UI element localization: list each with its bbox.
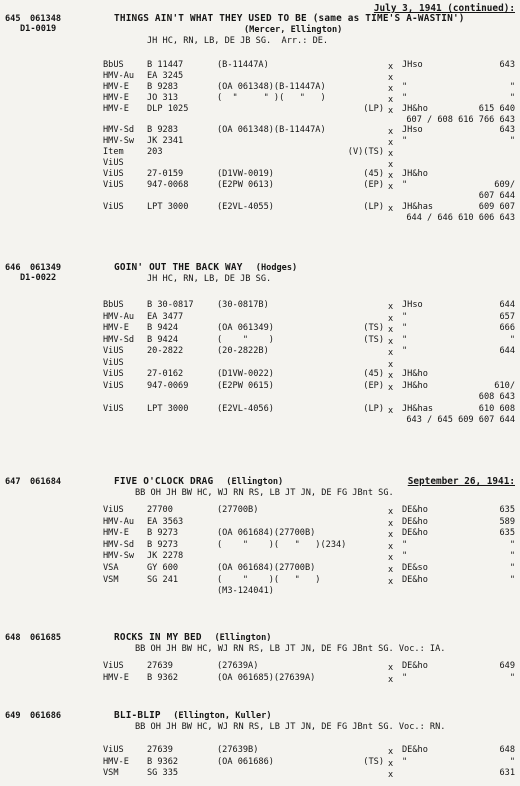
catalogue-number: LPT 3000 bbox=[147, 201, 189, 212]
catalogue-number: 947-0069 bbox=[147, 380, 189, 391]
catalogue-number: JO 313 bbox=[147, 92, 179, 103]
issue-mark: x bbox=[388, 747, 394, 757]
catalogue-number: 947-0068 bbox=[147, 179, 189, 190]
alt-matrix: (OA 061348)(B-11447A) bbox=[217, 81, 326, 92]
issue-label: HMV-E bbox=[103, 103, 129, 114]
issue-mark: x bbox=[388, 83, 394, 94]
matrix-number: 061348 bbox=[30, 14, 62, 24]
coupling-refs: 643 / 645 609 607 644 bbox=[406, 415, 515, 425]
catalogue-number: LPT 3000 bbox=[147, 403, 189, 414]
source-code: " bbox=[402, 311, 408, 322]
issue-mark: x bbox=[388, 302, 394, 312]
session-number: 645 bbox=[5, 14, 21, 24]
issue-label: VSA bbox=[103, 563, 119, 573]
issue-mark: x bbox=[388, 336, 394, 347]
personnel-line: JH HC, RN, LB, DE JB SG. Arr.: DE. bbox=[147, 36, 329, 46]
issue-label: ViUS bbox=[103, 403, 124, 414]
issue-mark: x bbox=[388, 105, 394, 116]
issue-label: HMV-E bbox=[103, 323, 129, 333]
issue-mark: x bbox=[388, 371, 394, 381]
issue-mark: x bbox=[388, 565, 394, 575]
source-code: JHso bbox=[402, 300, 423, 310]
issue-mark: x bbox=[388, 758, 394, 769]
format-tag: (LP) bbox=[363, 403, 384, 414]
issue-label: ViUS bbox=[103, 201, 124, 212]
format-tag: (TS) bbox=[363, 334, 384, 345]
alt-matrix: (E2PW 0613) bbox=[217, 179, 274, 190]
issue-label: ViUS bbox=[103, 745, 124, 755]
coupling-refs: 666 bbox=[499, 323, 515, 333]
catalogue-number: B 30-0817 bbox=[147, 300, 194, 310]
issue-label: VSM bbox=[103, 768, 119, 778]
issue-label: Item bbox=[103, 147, 124, 158]
composer-credit: (Hodges) bbox=[255, 263, 298, 273]
issue-label: BbUS bbox=[103, 300, 124, 310]
issue-mark: x bbox=[388, 94, 394, 105]
composer-credit: (Ellington) bbox=[226, 477, 284, 487]
source-code: " bbox=[402, 551, 408, 562]
personnel-line: JH HC, RN, LB, DE JB SG. bbox=[147, 274, 272, 284]
source-code: " bbox=[402, 334, 408, 345]
coupling-refs: " bbox=[509, 92, 515, 103]
catalogue-number: 203 bbox=[147, 147, 163, 158]
source-code: JH&ho bbox=[402, 380, 428, 391]
coupling-refs: 635 bbox=[499, 528, 515, 539]
format-tag: (TS) bbox=[363, 323, 384, 333]
alt-matrix: (20-2822B) bbox=[217, 346, 269, 356]
issue-label: VSM bbox=[103, 574, 119, 585]
alt-matrix: (D1VW-0019) bbox=[217, 169, 274, 179]
alt-matrix: (OA 061684)(27700B) bbox=[217, 528, 316, 539]
personnel-line: BB OH JH BW HC, WJ RN RS, LB JT JN, DE FG JBnt SG. Voc.: RN. bbox=[135, 722, 446, 732]
source-code: DE&ho bbox=[402, 745, 428, 755]
alt-matrix: ( " )( " )(234) bbox=[217, 539, 347, 550]
source-code: " bbox=[402, 672, 408, 683]
source-code: " bbox=[402, 756, 408, 767]
coupling-refs: 644 bbox=[499, 300, 515, 310]
issue-mark: x bbox=[388, 663, 394, 673]
composer-credit: (Ellington) bbox=[214, 633, 272, 643]
coupling-refs: 644 bbox=[499, 346, 515, 356]
issue-mark: x bbox=[388, 405, 394, 416]
source-code: DE&ho bbox=[402, 528, 428, 539]
issue-label: HMV-E bbox=[103, 92, 129, 103]
issue-mark: x bbox=[388, 541, 394, 552]
issue-label: HMV-E bbox=[103, 756, 129, 767]
coupling-refs: 631 bbox=[499, 768, 515, 778]
coupling-refs: 615 640 bbox=[478, 103, 515, 114]
format-tag: (TS) bbox=[363, 756, 384, 767]
catalogue-number: 27700 bbox=[147, 505, 173, 515]
coupling-refs: " bbox=[509, 136, 515, 147]
source-code: JH&has bbox=[402, 201, 434, 212]
alt-matrix: (27639A) bbox=[217, 661, 259, 671]
format-tag: (EP) bbox=[363, 179, 384, 190]
matrix-number: 061686 bbox=[30, 711, 62, 721]
coupling-refs: " bbox=[509, 81, 515, 92]
issue-label: HMV-Sd bbox=[103, 539, 135, 550]
issue-mark: x bbox=[388, 313, 394, 324]
source-code: DE&ho bbox=[402, 516, 428, 527]
issue-mark: x bbox=[388, 553, 394, 564]
source-code: " bbox=[402, 81, 408, 92]
catalogue-number: B 9362 bbox=[147, 756, 179, 767]
catalogue-number: 20-2822 bbox=[147, 346, 184, 356]
format-tag: (45) bbox=[363, 169, 384, 179]
source-code: " bbox=[402, 323, 408, 333]
catalogue-number: DLP 1025 bbox=[147, 103, 189, 114]
issue-label: HMV-Sd bbox=[103, 125, 135, 136]
format-tag: (EP) bbox=[363, 380, 384, 391]
composer-credit: (Mercer, Ellington) bbox=[244, 25, 343, 35]
issue-label: ViUS bbox=[103, 369, 124, 379]
coupling-refs: " bbox=[509, 574, 515, 585]
catalogue-number: 27639 bbox=[147, 745, 173, 755]
issue-mark: x bbox=[388, 72, 394, 83]
personnel-line: BB OH JH BW HC, WJ RN RS, LB JT JN, DE FG JBnt SG. bbox=[135, 488, 394, 498]
format-tag: (V)(TS) bbox=[347, 147, 384, 158]
catalogue-number: B 9424 bbox=[147, 334, 179, 345]
coupling-refs: 610 608 bbox=[478, 403, 515, 414]
issue-mark: x bbox=[388, 160, 394, 171]
issue-label: ViUS bbox=[103, 661, 124, 671]
issue-label: ViUS bbox=[103, 380, 124, 391]
alt-matrix: ( " ) bbox=[217, 334, 274, 345]
session-number: 646 bbox=[5, 263, 21, 273]
coupling-refs: 610/ bbox=[494, 380, 515, 391]
coupling-refs: 607 / 608 616 766 643 bbox=[406, 114, 515, 125]
coupling-refs: 657 bbox=[499, 311, 515, 322]
issue-label: ViUS bbox=[103, 158, 124, 169]
format-tag: (45) bbox=[363, 369, 384, 379]
issue-label: HMV-Sd bbox=[103, 334, 135, 345]
session-number: 647 bbox=[5, 477, 21, 487]
coupling-refs: " bbox=[509, 334, 515, 345]
source-code: DE&ho bbox=[402, 661, 428, 671]
catalogue-number: B 9273 bbox=[147, 539, 179, 550]
issue-label: HMV-E bbox=[103, 81, 129, 92]
issue-label: ViUS bbox=[103, 169, 124, 179]
catalogue-number: EA 3245 bbox=[147, 70, 184, 81]
coupling-refs: 643 bbox=[499, 60, 515, 70]
personnel-line: BB OH JH BW HC, WJ RN RS, LB JT JN, DE FG JBnt SG. Voc.: IA. bbox=[135, 644, 446, 654]
issue-label: ViUS bbox=[103, 346, 124, 356]
alt-matrix: (M3-124041) bbox=[217, 586, 274, 597]
song-title: GOIN' OUT THE BACK WAY bbox=[114, 262, 243, 273]
issue-label: HMV-Au bbox=[103, 311, 135, 322]
issue-mark: x bbox=[388, 507, 394, 517]
coupling-refs: 643 bbox=[499, 125, 515, 136]
catalogue-number: JK 2278 bbox=[147, 551, 184, 562]
alt-matrix: (E2PW 0615) bbox=[217, 380, 274, 391]
source-code: " bbox=[402, 539, 408, 550]
source-code: " bbox=[402, 179, 408, 190]
coupling-refs: 608 643 bbox=[478, 392, 515, 402]
catalogue-number: B 9362 bbox=[147, 672, 179, 683]
alt-matrix: (27700B) bbox=[217, 505, 259, 515]
song-title: FIVE O'CLOCK DRAG bbox=[114, 476, 214, 487]
catalogue-number: 27-0159 bbox=[147, 169, 184, 179]
catalogue-number: JK 2341 bbox=[147, 136, 184, 147]
coupling-refs: " bbox=[509, 539, 515, 550]
issue-label: ViUS bbox=[103, 357, 124, 368]
issue-mark: x bbox=[388, 576, 394, 587]
issue-mark: x bbox=[388, 518, 394, 529]
coupling-refs: 609 607 bbox=[478, 201, 515, 212]
alt-matrix: (27639B) bbox=[217, 745, 259, 755]
di-number: D1-0022 bbox=[20, 273, 57, 283]
session-number: 649 bbox=[5, 711, 21, 721]
catalogue-number: 27-0162 bbox=[147, 369, 184, 379]
alt-matrix: (E2VL-4056) bbox=[217, 403, 274, 414]
catalogue-number: SG 335 bbox=[147, 768, 179, 778]
alt-matrix: ( " )( " ) bbox=[217, 574, 321, 585]
matrix-number: 061349 bbox=[30, 263, 62, 273]
composer-credit: (Ellington, Kuller) bbox=[173, 711, 272, 721]
issue-mark: x bbox=[388, 530, 394, 541]
format-tag: (LP) bbox=[363, 103, 384, 114]
session-number: 648 bbox=[5, 633, 21, 643]
issue-mark: x bbox=[388, 149, 394, 160]
song-title: ROCKS IN MY BED bbox=[114, 632, 202, 643]
issue-label: ViUS bbox=[103, 179, 124, 190]
catalogue-number: B 9283 bbox=[147, 125, 179, 136]
coupling-refs: 635 bbox=[499, 505, 515, 515]
alt-matrix: (OA 061348)(B-11447A) bbox=[217, 125, 326, 136]
catalogue-number: B 9273 bbox=[147, 528, 179, 539]
catalogue-number: SG 241 bbox=[147, 574, 179, 585]
source-code: " bbox=[402, 136, 408, 147]
issue-mark: x bbox=[388, 62, 394, 72]
source-code: JHso bbox=[402, 60, 423, 70]
source-code: DE&so bbox=[402, 563, 428, 573]
coupling-refs: 589 bbox=[499, 516, 515, 527]
session-date: September 26, 1941: bbox=[407, 476, 515, 487]
alt-matrix: (OA 061685)(27639A) bbox=[217, 672, 316, 683]
song-title: BLI-BLIP bbox=[114, 710, 161, 721]
coupling-refs: " bbox=[509, 551, 515, 562]
alt-matrix: (E2VL-4055) bbox=[217, 201, 274, 212]
issue-mark: x bbox=[388, 674, 394, 685]
source-code: DE&ho bbox=[402, 574, 428, 585]
alt-matrix: (30-0817B) bbox=[217, 300, 269, 310]
issue-mark: x bbox=[388, 348, 394, 358]
issue-mark: x bbox=[388, 138, 394, 149]
coupling-refs: 648 bbox=[499, 745, 515, 755]
coupling-refs: " bbox=[509, 756, 515, 767]
issue-label: HMV-E bbox=[103, 672, 129, 683]
di-number: D1-0019 bbox=[20, 24, 57, 34]
issue-mark: x bbox=[388, 770, 394, 780]
source-code: JH&ho bbox=[402, 103, 428, 114]
page-date-header: July 3, 1941 (continued): bbox=[373, 3, 515, 14]
issue-label: HMV-Sw bbox=[103, 551, 135, 562]
issue-mark: x bbox=[388, 325, 394, 335]
source-code: DE&ho bbox=[402, 505, 428, 515]
alt-matrix: (B-11447A) bbox=[217, 60, 269, 70]
alt-matrix: (OA 061349) bbox=[217, 323, 274, 333]
coupling-refs: " bbox=[509, 672, 515, 683]
issue-label: ViUS bbox=[103, 505, 124, 515]
issue-mark: x bbox=[388, 171, 394, 181]
catalogue-number: EA 3563 bbox=[147, 516, 184, 527]
catalogue-number: B 9424 bbox=[147, 323, 179, 333]
source-code: JH&ho bbox=[402, 169, 428, 179]
source-code: " bbox=[402, 346, 408, 356]
catalogue-number: GY 600 bbox=[147, 563, 179, 573]
issue-mark: x bbox=[388, 127, 394, 138]
source-code: JH&ho bbox=[402, 369, 428, 379]
source-code: JH&has bbox=[402, 403, 434, 414]
catalogue-number: B 9283 bbox=[147, 81, 179, 92]
coupling-refs: 607 644 bbox=[478, 190, 515, 201]
issue-label: BbUS bbox=[103, 60, 124, 70]
catalogue-number: B 11447 bbox=[147, 60, 184, 70]
alt-matrix: (OA 061686) bbox=[217, 756, 274, 767]
issue-mark: x bbox=[388, 359, 394, 370]
coupling-refs: " bbox=[509, 563, 515, 573]
alt-matrix: (D1VW-0022) bbox=[217, 369, 274, 379]
coupling-refs: 644 / 646 610 606 643 bbox=[406, 212, 515, 223]
issue-label: HMV-E bbox=[103, 528, 129, 539]
issue-mark: x bbox=[388, 203, 394, 214]
coupling-refs: 649 bbox=[499, 661, 515, 671]
issue-mark: x bbox=[388, 382, 394, 393]
matrix-number: 061685 bbox=[30, 633, 62, 643]
issue-label: HMV-Au bbox=[103, 516, 135, 527]
song-title: THINGS AIN'T WHAT THEY USED TO BE (same as TIME'S A-WASTIN') bbox=[114, 13, 465, 24]
source-code: JHso bbox=[402, 125, 423, 136]
matrix-number: 061684 bbox=[30, 477, 62, 487]
source-code: " bbox=[402, 92, 408, 103]
coupling-refs: 609/ bbox=[494, 179, 515, 190]
alt-matrix: ( " " )( " ) bbox=[217, 92, 326, 103]
issue-label: HMV-Sw bbox=[103, 136, 135, 147]
alt-matrix: (OA 061684)(27700B) bbox=[217, 563, 316, 573]
catalogue-number: 27639 bbox=[147, 661, 173, 671]
catalogue-number: EA 3477 bbox=[147, 311, 184, 322]
format-tag: (LP) bbox=[363, 201, 384, 212]
issue-label: HMV-Au bbox=[103, 70, 135, 81]
issue-mark: x bbox=[388, 181, 394, 192]
